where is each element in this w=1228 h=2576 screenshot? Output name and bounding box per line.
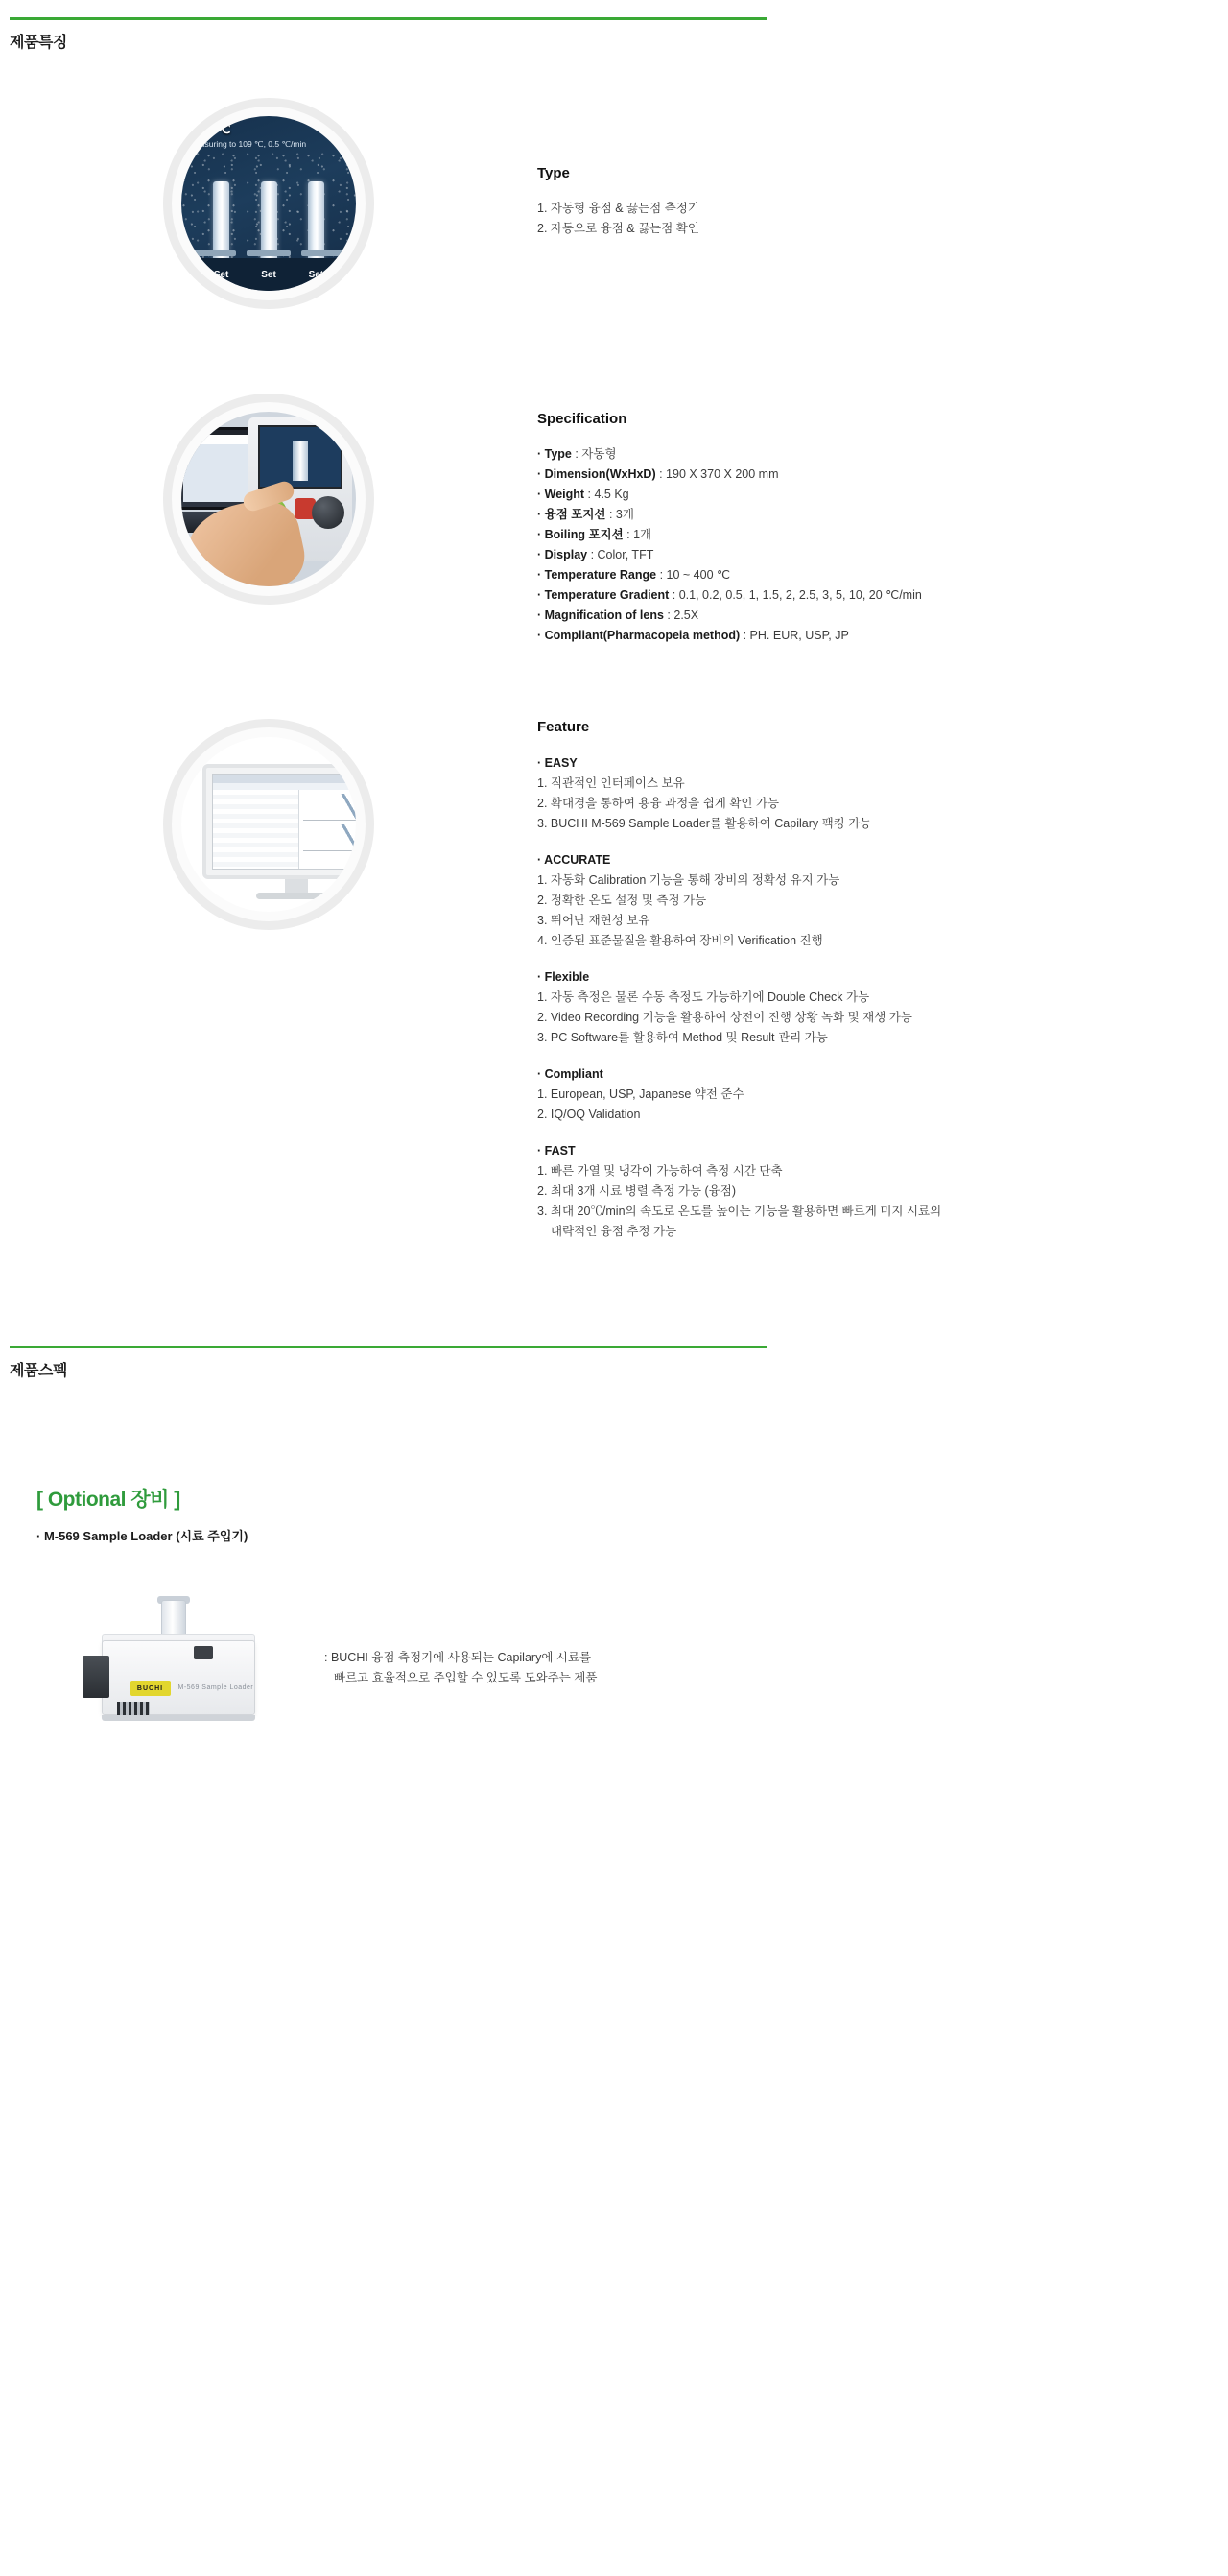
melting-point-screen-illustration [181, 116, 356, 291]
spec-row [537, 585, 1228, 606]
spec-label: · Type [537, 447, 572, 461]
spec-row [537, 485, 1228, 505]
feature-group-easy [537, 752, 1228, 834]
spec-row [537, 505, 1228, 525]
software-body [213, 790, 356, 869]
feature-item: 2. IQ/OQ Validation [537, 1108, 641, 1121]
feature-group-compliant [537, 1063, 1228, 1125]
features-heading-text: 제품특징 [10, 35, 67, 51]
feature-item: 1. 자동화 Calibration 기능을 통해 장비의 정확성 유지 가능 [537, 873, 840, 887]
feature-text-column [537, 719, 1228, 1242]
spec-value: : 2.5X [663, 608, 699, 622]
set-button[interactable]: Set [261, 269, 276, 280]
model-label: M-569 Sample Loader [177, 1684, 254, 1691]
specification-block [0, 394, 1228, 646]
power-switch[interactable] [194, 1646, 213, 1659]
spec-value: : PH. EUR, USP, JP [740, 629, 849, 642]
photo-mask [181, 412, 356, 586]
set-button-row [181, 258, 356, 291]
feature-group-flexible [537, 966, 1228, 1048]
spec-value: : 0.1, 0.2, 0.5, 1, 1.5, 2, 2.5, 3, 5, 10, 20 ℃/min [669, 588, 922, 602]
spec-label: · Dimension(WxHxD) [537, 467, 656, 481]
brand-label: BUCHI [130, 1681, 171, 1696]
description-line: 빠르고 효율적으로 주입할 수 있도록 도와주는 제품 [334, 1671, 598, 1684]
pc-software-photo [163, 719, 374, 930]
hand-operating-instrument-photo [163, 394, 374, 605]
type-block [0, 98, 1228, 309]
software-menubar [213, 775, 356, 783]
m569-sample-loader-illustration [73, 1596, 289, 1740]
description-line: : BUCHI 융점 측정기에 사용되는 Capilary에 시료를 [324, 1651, 592, 1664]
spec-label: · 융점 포지션 [537, 508, 606, 521]
spacer [537, 1125, 1228, 1140]
feature-item: 2. 최대 3개 시료 병렬 측정 가능 (융점) [537, 1184, 736, 1198]
feature-item: 3. 뛰어난 재현성 보유 [537, 914, 650, 927]
feature-item: 3. PC Software를 활용하여 Method 및 Result 관리 가능 [537, 1031, 828, 1044]
instrument-with-laptop-illustration [181, 412, 356, 586]
spec-value: : 1개 [623, 528, 652, 541]
loader-side-module [83, 1656, 109, 1698]
monitor [202, 764, 356, 879]
type-line: 2. 자동으로 융점 & 끓는점 확인 [537, 222, 699, 235]
feature-group-title: · Compliant [537, 1067, 603, 1081]
optional-subtitle: · M-569 Sample Loader (시료 주입기) [36, 1529, 248, 1543]
feature-heading: Feature [537, 719, 590, 735]
spec-label: · Magnification of lens [537, 608, 664, 622]
feature-image-column [0, 719, 537, 930]
spec-row [537, 465, 1228, 485]
spec-row [537, 565, 1228, 585]
feature-group-title: · ACCURATE [537, 853, 611, 867]
feature-item: 4. 인증된 표준물질을 활용하여 장비의 Verification 진행 [537, 934, 823, 947]
spec-label: · Display [537, 548, 588, 561]
monitor-base [256, 893, 337, 899]
spec-label: · Boiling 포지션 [537, 528, 624, 541]
spec-value: : Color, TFT [587, 548, 654, 561]
spec-value: : 4.5 Kg [584, 488, 629, 501]
software-toolbar [213, 783, 356, 790]
sample-loader-row [36, 1596, 1228, 1740]
feature-group-accurate [537, 849, 1228, 951]
spec-heading-text: 제품스펙 [10, 1363, 67, 1379]
optional-title: [ Optional 장비 ] [36, 1489, 180, 1511]
screen-status: Measuring to 109 ℃, 0.5 ℃/min [189, 139, 307, 149]
type-text-column [537, 98, 1228, 239]
photo-mask [181, 737, 356, 912]
feature-block [0, 719, 1228, 1242]
spec-label: · Temperature Gradient [537, 588, 670, 602]
spec-value: : 3개 [605, 508, 634, 521]
feature-item: 2. 정확한 온도 설정 및 측정 가능 [537, 894, 707, 907]
feature-item: 2. 확대경을 통하여 용융 과정을 쉽게 확인 가능 [537, 797, 780, 810]
spec-row [537, 545, 1228, 565]
software-table-panel [213, 790, 299, 869]
spacer [537, 1048, 1228, 1063]
capillary [293, 441, 308, 481]
spec-value: : 자동형 [571, 447, 617, 461]
software-chart-panel [299, 790, 356, 869]
spacer [537, 834, 1228, 849]
spec-label: · Temperature Range [537, 568, 657, 582]
specification-heading: Specification [537, 411, 627, 427]
sample-loader-description [324, 1648, 597, 1688]
feature-item: 1. 자동 측정은 물론 수동 측정도 가능하기에 Double Check 가능 [537, 990, 870, 1004]
feature-group-title: · Flexible [537, 970, 590, 984]
spec-section-heading [10, 1346, 768, 1380]
feature-item: 3. 최대 20℃/min의 속도로 온도를 높이는 기능을 활용하면 빠르게 미지 시료의 [537, 1205, 942, 1218]
control-knob[interactable] [312, 496, 344, 529]
feature-group-fast [537, 1140, 1228, 1242]
specification-image-column [0, 394, 537, 605]
loader-base [102, 1715, 255, 1721]
slot [301, 250, 345, 256]
feature-item-continuation: 대략적인 융점 추정 가능 [551, 1225, 677, 1238]
spec-label: · Weight [537, 488, 585, 501]
set-button[interactable]: Set [213, 269, 229, 280]
screen-temperature: 56.2 ℃ [189, 122, 231, 136]
spec-row [537, 626, 1228, 646]
melting-curve [303, 824, 356, 851]
set-button[interactable]: Set [308, 269, 324, 280]
feature-item: 1. 직관적인 인터페이스 보유 [537, 776, 685, 790]
spec-label: · Compliant(Pharmacopeia method) [537, 629, 741, 642]
monitor-illustration [181, 737, 356, 912]
specification-text-column [537, 394, 1228, 646]
slot [247, 250, 291, 256]
instrument-display-photo [163, 98, 374, 309]
monitor-screen [212, 774, 356, 870]
melting-curve [303, 794, 356, 821]
spec-row [537, 606, 1228, 626]
feature-item: 3. BUCHI M-569 Sample Loader를 활용하여 Capilary 팩킹 가능 [537, 817, 872, 830]
feature-group-title: · EASY [537, 756, 578, 770]
spec-row [537, 444, 1228, 465]
sample-loader-image [36, 1596, 324, 1740]
spacer [537, 951, 1228, 966]
spec-value: : 10 ~ 400 ℃ [656, 568, 731, 582]
slot [192, 250, 236, 256]
optional-block [0, 1484, 1228, 1740]
slot-group [181, 249, 356, 258]
type-line: 1. 자동형 융점 & 끓는점 측정기 [537, 202, 699, 215]
photo-mask [181, 116, 356, 291]
features-section-heading [10, 0, 768, 52]
instrument-screen [258, 425, 342, 489]
spec-row [537, 525, 1228, 545]
feature-item: 1. 빠른 가열 및 냉각이 가능하여 측정 시간 단축 [537, 1164, 783, 1178]
feature-item: 1. European, USP, Japanese 약전 준수 [537, 1087, 744, 1101]
type-image-column [0, 98, 537, 309]
type-heading: Type [537, 165, 570, 181]
feature-item: 2. Video Recording 기능을 활용하여 상전이 진행 상황 녹화 및 재생 가능 [537, 1011, 912, 1024]
feature-group-title: · FAST [537, 1144, 576, 1157]
spec-value: : 190 X 370 X 200 mm [655, 467, 779, 481]
